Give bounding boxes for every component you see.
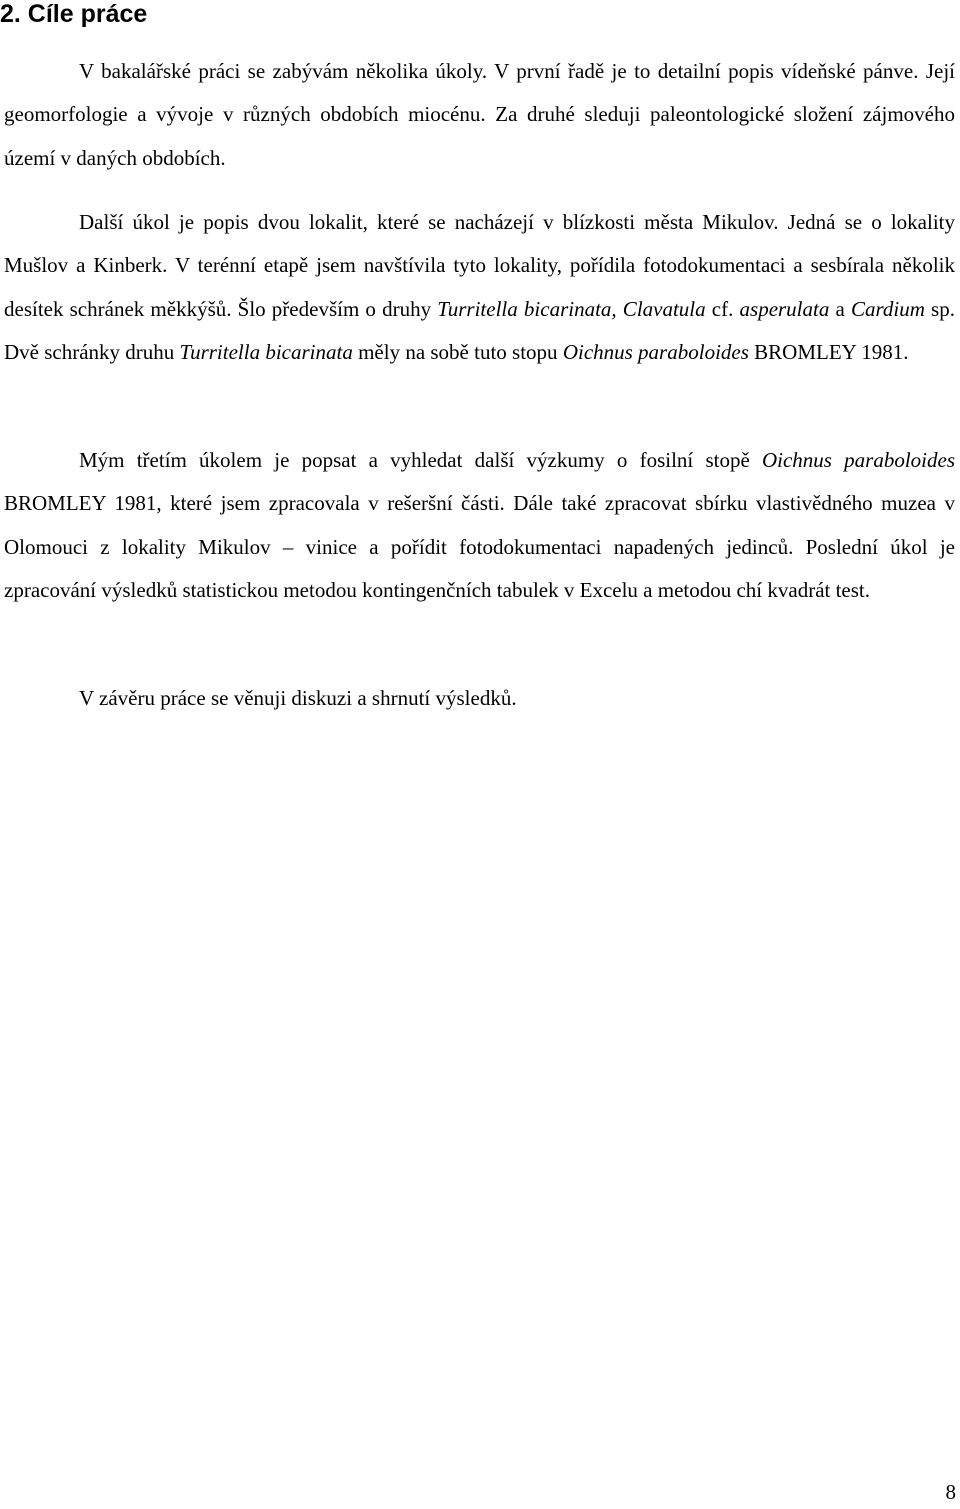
paragraph-third-task	[4, 439, 955, 612]
text-run: a	[829, 296, 851, 321]
text-run: sp. Dvě schránky druhu	[4, 296, 955, 364]
section-heading: 2. Cíle práce	[0, 0, 148, 28]
species-name: asperulata	[739, 296, 830, 321]
text-run: Mým třetím úkolem je popsat a vyhledat další výzkumy o fosilní stopě	[79, 448, 762, 472]
species-name: Turritella bicarinata, Clavatula	[437, 296, 706, 321]
species-name: Cardium	[850, 296, 925, 321]
text-run: BROMLEY 1981.	[748, 339, 909, 364]
text-run: BROMLEY 1981, které jsem zpracovala v rešeršní části. Dále také zpracovat sbírku vlastivědného muzea v Olomouci z lokality Mikulov – vinice a pořídit fotodokumentaci napadených jedinců. Poslední úkol je zpracování výsledků statistickou metodou kontingenčních tabulek v Excelu a metodou chí kvadrát test.	[4, 491, 955, 602]
text-run: cf.	[705, 296, 740, 321]
text-run: V bakalářské práci se zabývám několika úkoly. V první řadě je to detailní popis vídeňské pánve. Její geomorfologie a vývoje v různých obdobích miocénu. Za druhé sleduji paleontologické složení zájmového území v daných obdobích.	[4, 59, 955, 170]
paragraph-conclusion	[4, 677, 955, 720]
paragraph-goals-intro	[4, 50, 955, 180]
text-run: Další úkol je popis dvou lokalit, které se nacházejí v blízkosti města Mikulov. Jedná se o lokality Mušlov a Kinberk. V terénní etapě jsem navštívila tyto lokality, pořídila fotodokumentaci a sesbírala několik desítek schránek měkkýšů. Šlo především o druhy	[4, 210, 955, 321]
species-name: Oichnus paraboloides	[562, 339, 749, 364]
text-run: V závěru práce se věnuji diskuzi a shrnutí výsledků.	[79, 686, 517, 710]
species-name: Turritella bicarinata	[179, 339, 353, 364]
paragraph-localities	[4, 201, 955, 374]
text-run: měly na sobě tuto stopu	[352, 339, 563, 364]
page-number: 8	[945, 1480, 956, 1504]
species-name: Oichnus paraboloides	[761, 448, 956, 472]
